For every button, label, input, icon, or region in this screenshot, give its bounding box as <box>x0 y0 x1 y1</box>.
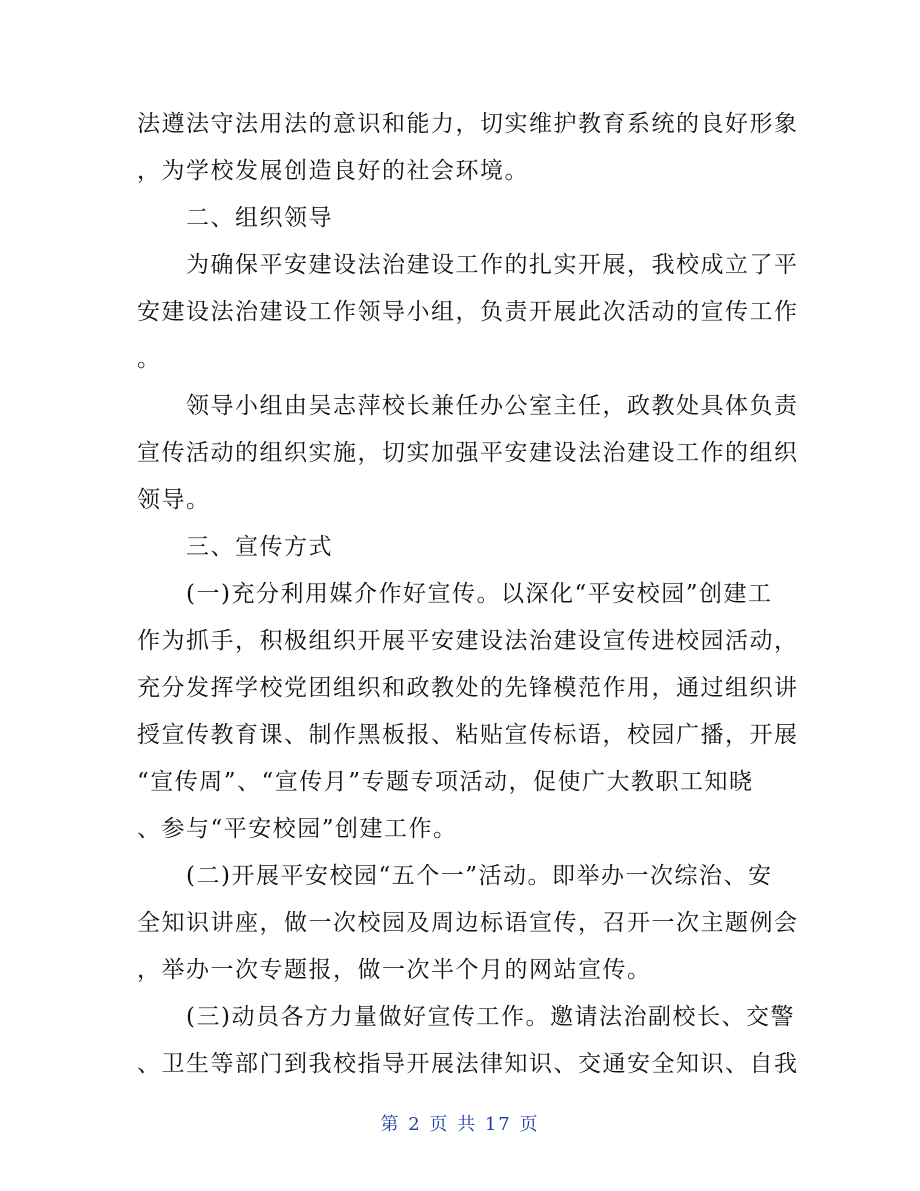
section-heading: 二、组织领导 <box>137 205 333 231</box>
text-line: 作为抓手，积极组织开展平安建设法治建设宣传进校园活动， <box>137 628 799 654</box>
text-line: ，举办一次专题报，做一次半个月的网站宣传。 <box>137 957 652 983</box>
text-line: 充分发挥学校党团组织和政教处的先锋模范作用，通过组织讲 <box>137 675 799 701</box>
text-line: 全知识讲座，做一次校园及周边标语宣传，召开一次主题例会 <box>137 910 799 936</box>
section-heading: 三、宣传方式 <box>137 534 333 560</box>
text-line: “宣传周”、“宣传月”专题专项活动，促使广大教职工知晓 <box>137 769 754 795</box>
text-line: 、卫生等部门到我校指导开展法律知识、交通安全知识、自我 <box>137 1051 799 1077</box>
text-line: 。 <box>137 346 162 372</box>
text-line: 宣传活动的组织实施，切实加强平安建设法治建设工作的组织 <box>137 440 799 466</box>
text-line: ，为学校发展创造良好的社会环境。 <box>137 158 529 184</box>
text-line: 、参与“平安校园”创建工作。 <box>137 816 458 842</box>
text-line: 为确保平安建设法治建设工作的扎实开展，我校成立了平 <box>137 252 799 278</box>
text-line: 领导小组由吴志萍校长兼任办公室主任，政教处具体负责 <box>137 393 799 419</box>
document-body <box>137 101 799 1088</box>
text-line: (一)充分利用媒介作好宣传。以深化“平安校园”创建工 <box>137 581 773 607</box>
text-line: (二)开展平安校园“五个一”活动。即举办一次综治、安 <box>137 863 773 889</box>
text-line: 领导。 <box>137 487 211 513</box>
text-line: 授宣传教育课、制作黑板报、粘贴宣传标语，校园广播，开展 <box>137 722 799 748</box>
text-line: (三)动员各方力量做好宣传工作。邀请法治副校长、交警 <box>137 1004 795 1030</box>
page-number-footer: 第 2 页 共 17 页 <box>380 1114 540 1135</box>
text-line: 法遵法守法用法的意识和能力，切实维护教育系统的良好形象 <box>137 111 799 137</box>
text-line: 安建设法治建设工作领导小组，负责开展此次活动的宣传工作 <box>137 299 799 325</box>
